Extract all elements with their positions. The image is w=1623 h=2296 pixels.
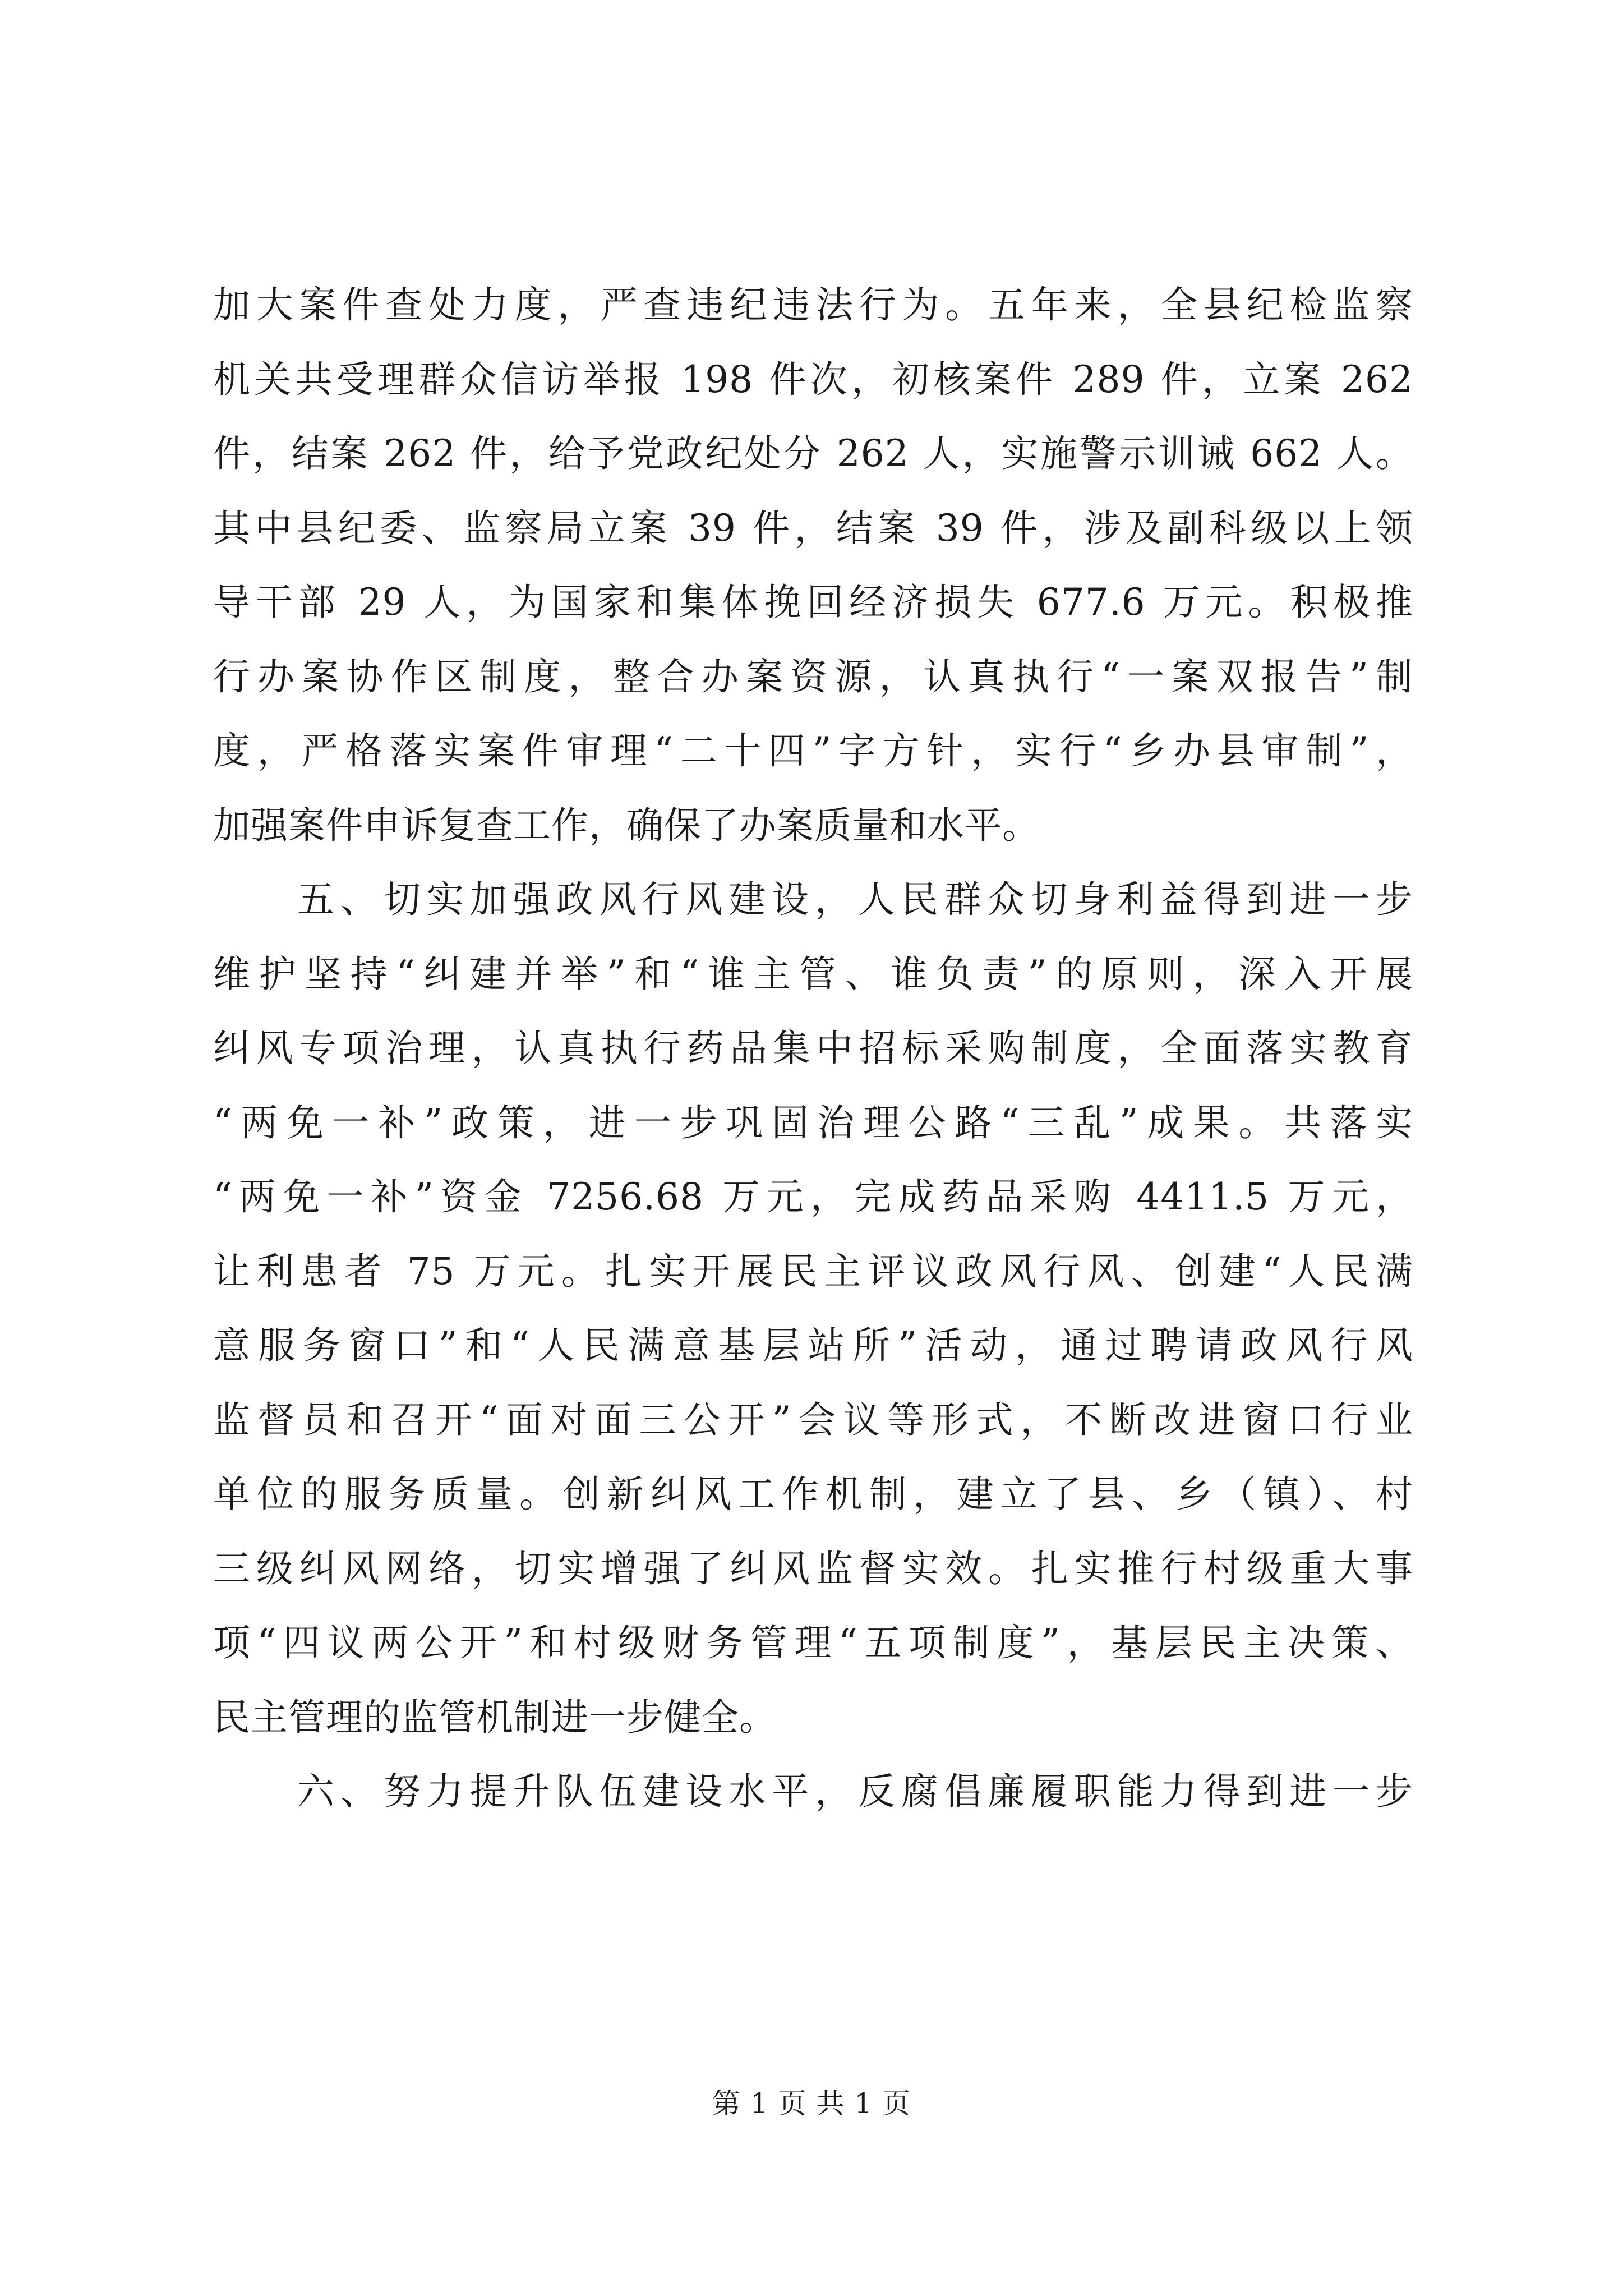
text-line: “两免一补”政策，进一步巩固治理公路“三乱”成果。共落实 bbox=[213, 1101, 1413, 1144]
text-line: 监督员和召开“面对面三公开”会议等形式，不断改进窗口行业 bbox=[213, 1398, 1413, 1442]
text-line: 件，结案 262 件，给予党政纪处分 262 人，实施警示训诫 662 人。 bbox=[213, 432, 1413, 475]
section-heading-5: 五、切实加强政风行风建设，人民群众切身利益得到进一步 bbox=[297, 878, 1413, 921]
text-line: 纠风专项治理，认真执行药品集中招标采购制度，全面落实教育 bbox=[213, 1027, 1413, 1070]
text-line: 加大案件查处力度，严查违纪违法行为。五年来，全县纪检监察 bbox=[213, 283, 1413, 326]
text-line: 导干部 29 人，为国家和集体挽回经济损失 677.6 万元。积极推 bbox=[213, 581, 1413, 624]
page-footer bbox=[0, 2087, 1623, 2120]
text-line: 机关共受理群众信访举报 198 件次，初核案件 289 件，立案 262 bbox=[213, 357, 1413, 401]
text-line: 意服务窗口”和“人民满意基层站所”活动，通过聘请政风行风 bbox=[213, 1324, 1413, 1367]
text-line: 度，严格落实案件审理“二十四”字方针，实行“乡办县审制”， bbox=[213, 729, 1413, 772]
text-line: 民主管理的监管机制进一步健全。 bbox=[213, 1695, 777, 1739]
text-line: 项“四议两公开”和村级财务管理“五项制度”，基层民主决策、 bbox=[213, 1621, 1413, 1664]
document-body bbox=[213, 268, 1413, 1829]
text-line: 加强案件申诉复查工作，确保了办案质量和水平。 bbox=[213, 803, 1040, 847]
section-heading-6: 六、努力提升队伍建设水平，反腐倡廉履职能力得到进一步 bbox=[297, 1770, 1413, 1813]
page-number-label: 第 1 页 共 1 页 bbox=[712, 2087, 911, 2120]
text-line: 单位的服务质量。创新纠风工作机制，建立了县、乡（镇）、村 bbox=[213, 1473, 1413, 1516]
text-line: 维护坚持“纠建并举”和“谁主管、谁负责”的原则，深入开展 bbox=[213, 952, 1413, 996]
text-line: 行办案协作区制度，整合办案资源，认真执行“一案双报告”制 bbox=[213, 655, 1413, 698]
text-line: 让利患者 75 万元。扎实开展民主评议政风行风、创建“人民满 bbox=[213, 1249, 1413, 1293]
text-line: 三级纠风网络，切实增强了纠风监督实效。扎实推行村级重大事 bbox=[213, 1547, 1413, 1590]
text-line: “两免一补”资金 7256.68 万元，完成药品采购 4411.5 万元， bbox=[213, 1175, 1413, 1218]
text-line: 其中县纪委、监察局立案 39 件，结案 39 件，涉及副科级以上领 bbox=[213, 506, 1413, 550]
